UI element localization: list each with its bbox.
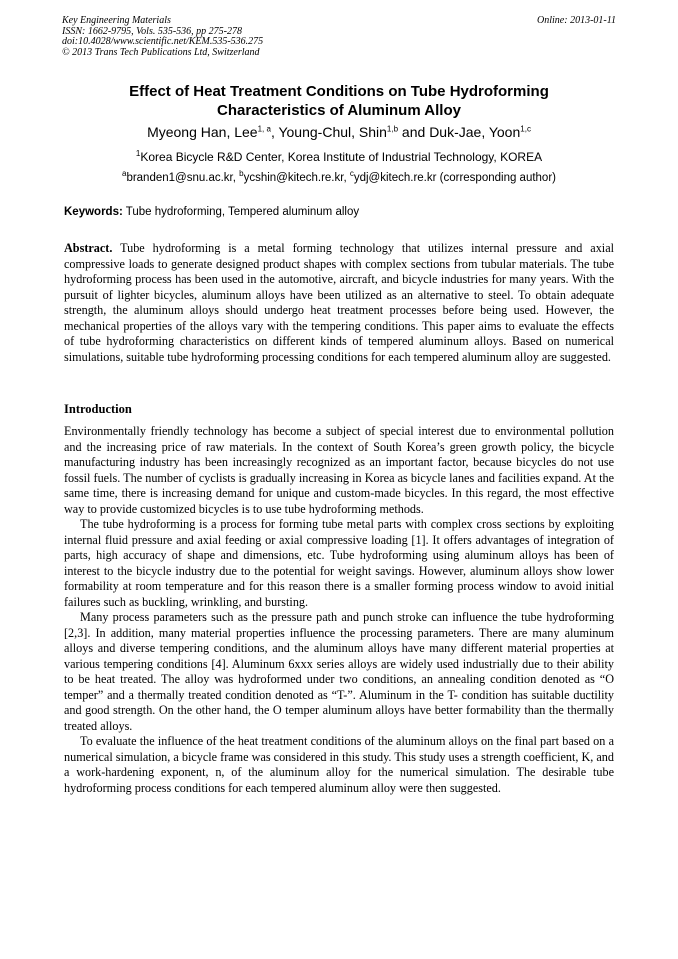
- intro-paragraph: The tube hydroforming is a process for forming tube metal parts with complex cross sections by exploiting internal fluid pressure and axial feeding or axial compressive loading [1]. It offers advantages of integration of parts, high accuracy of shape and dimensions, etc. Tube hydroforming using aluminum alloys has been of interest to the bicycle industry due to the potential for weight savings. However, aluminum alloys show lower formability at room temperature and for this reason there is a smaller forming process window to avoid initial failures such as buckling, wrinkling, and bursting.: [64, 517, 614, 609]
- abstract: [64, 241, 614, 365]
- author-list: [40, 124, 638, 140]
- author-emails: [40, 169, 638, 184]
- author-1-sup: 1, a: [257, 124, 271, 134]
- keywords: [64, 206, 616, 218]
- email-a[interactable]: branden1@snu.ac.kr,: [126, 172, 240, 184]
- email-c-sup: c: [349, 169, 354, 179]
- title-line-2: Characteristics of Aluminum Alloy: [217, 102, 461, 119]
- copyright-line: © 2013 Trans Tech Publications Ltd, Switzerland: [62, 46, 260, 58]
- email-c[interactable]: ydj@kitech.re.kr (corresponding author): [353, 172, 556, 184]
- paper-title: [40, 82, 638, 120]
- author-3-sup: 1,c: [520, 124, 531, 134]
- author-3: Duk-Jae, Yoon: [429, 124, 521, 140]
- email-b-sup: b: [239, 169, 244, 179]
- author-2-sup: 1,b: [386, 124, 399, 134]
- author-separator: and: [398, 124, 430, 140]
- intro-paragraph: Environmentally friendly technology has become a subject of special interest due to environmental pollution and the increasing price of raw materials. In the context of South Korea’s green growth policy, the bicycle manufacturing industry has been increasingly recognized as an important factor, because bicycles do not use fossil fuels. The number of cyclists is gradually increasing in Korea as bicycle lanes and facilities expand. At the same time, there is increasing demand for unique and custom-made bicycles. In this regard, the most effective way to provide customized bicycles is to use tube hydroforming methods.: [64, 424, 614, 516]
- email-b[interactable]: ycshin@kitech.re.kr,: [243, 172, 350, 184]
- affiliation-text: Korea Bicycle R&D Center, Korea Institute of Industrial Technology, KOREA: [140, 150, 543, 164]
- abstract-label: Abstract.: [64, 241, 113, 255]
- keywords-label: Keywords:: [64, 206, 123, 218]
- abstract-text: Tube hydroforming is a metal forming technology that utilizes internal pressure and axial compressive loads to generate designed product shapes with complex sections from tubular materials. The tube hydroforming process has been used in the automotive, aircraft, and bicycle industries for many years. With the pursuit of lighter bicycles, aluminum alloys have been utilized as an alternative to steel. To obtain adequate strength, the aluminum alloys should undergo heat treatment processes before being used. However, the mechanical properties of the alloys vary with the tempering conditions. This paper aims to evaluate the effects of tube hydroforming characteristics on different kinds of tempered aluminum alloys. Based on numerical simulations, suitable tube hydroforming processing conditions for each tempered aluminum alloy are suggested.: [64, 241, 614, 364]
- author-separator: ,: [270, 124, 279, 140]
- author-2: Young-Chul, Shin: [278, 124, 387, 140]
- online-date: Online: 2013-01-11: [537, 15, 616, 26]
- publication-header: [62, 16, 616, 58]
- journal-name: Key Engineering Materials: [62, 15, 171, 26]
- affiliation-sup: 1: [135, 149, 141, 158]
- intro-paragraph: To evaluate the influence of the heat treatment conditions of the aluminum alloys on the final part based on a numerical simulation, a bicycle frame was considered in this study. This study uses a strength coefficient, K, and a work-hardening exponent, n, of the aluminum alloy for the numerical simulation. The desirable tube hydroforming process conditions for each tempered aluminum alloy were then suggested.: [64, 734, 614, 795]
- affiliation: [40, 150, 638, 164]
- email-a-sup: a: [121, 169, 127, 179]
- doi-line: doi:10.4028/www.scientific.net/KEM.535-536.275: [62, 36, 264, 47]
- issn-line: ISSN: 1662-9795, Vols. 535-536, pp 275-278: [62, 25, 242, 37]
- intro-paragraph: Many process parameters such as the pressure path and punch stroke can influence the tube hydroforming [2,3]. In addition, many material properties influence the processing parameters. There are many aluminum alloys and diverse tempering conditions, and the aluminum alloys have many different material properties at various tempering conditions [4]. Aluminum 6xxx series alloys are widely used industrially due to their ability to be heat treated. The alloy was hydroformed under two conditions, an annealing condition denoted as “O temper” and a thermally treated condition denoted as “T-”. Aluminum in the T- condition has suitable ductility and good strength. On the other hand, the O temper aluminum alloys have better formability than the thermally treated alloys.: [64, 610, 614, 733]
- author-1: Myeong Han, Lee: [147, 124, 258, 140]
- section-heading-introduction: Introduction: [64, 402, 132, 416]
- keywords-text: Tube hydroforming, Tempered aluminum alloy: [122, 206, 360, 218]
- title-line-1: Effect of Heat Treatment Conditions on Tube Hydroforming: [129, 83, 549, 100]
- introduction-body: [64, 424, 614, 796]
